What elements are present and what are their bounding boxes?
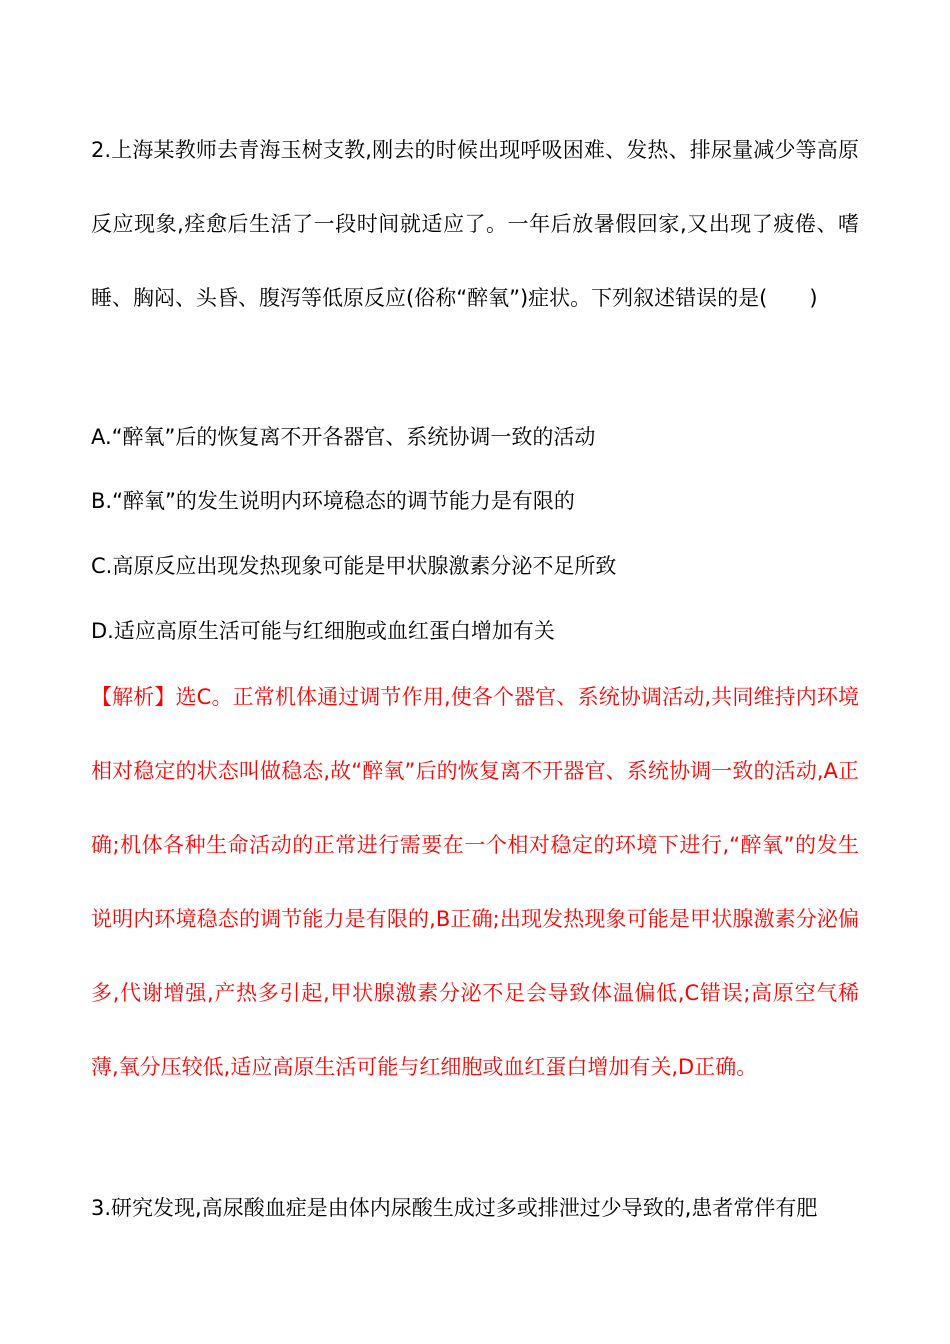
question-2-stem: 2.上海某教师去青海玉树支教,刚去的时候出现呼吸困难、发热、排尿量减少等高原反应现象,痊愈后生活了一段时间就适应了。一年后放暑假回家,又出现了疲倦、嗜睡、胸闷、头昏、腹泻等低原反应(俗称“醉氧”)症状。下列叙述错误的是( )	[91, 138, 859, 310]
option-c: C.高原反应出现发热现象可能是甲状腺激素分泌不足所致	[91, 554, 617, 578]
option-d: D.适应高原生活可能与红细胞或血红蛋白增加有关	[91, 619, 555, 643]
option-a: A.“醉氧”后的恢复离不开各器官、系统协调一致的活动	[91, 425, 596, 449]
analysis-text: 【解析】选C。正常机体通过调节作用,使各个器官、系统协调活动,共同维持内环境相对稳定的状态叫做稳态,故“醉氧”后的恢复离不开器官、系统协调一致的活动,A正确;机体各种生命活动的正常进行需要在一个相对稳定的环境下进行,“醉氧”的发生说明内环境稳态的调节能力是有限的,B正确;出现发热现象可能是甲状腺激素分泌偏多,代谢增强,产热多引起,甲状腺激素分泌不足会导致体温偏低,C错误;高原空气稀薄,氧分压较低,适应高原生活可能与红细胞或血红蛋白增加有关,D正确。	[91, 685, 859, 1079]
option-b: B.“醉氧”的发生说明内环境稳态的调节能力是有限的	[91, 489, 575, 513]
question-3-stem: 3.研究发现,高尿酸血症是由体内尿酸生成过多或排泄过少导致的,患者常伴有肥	[91, 1196, 818, 1220]
